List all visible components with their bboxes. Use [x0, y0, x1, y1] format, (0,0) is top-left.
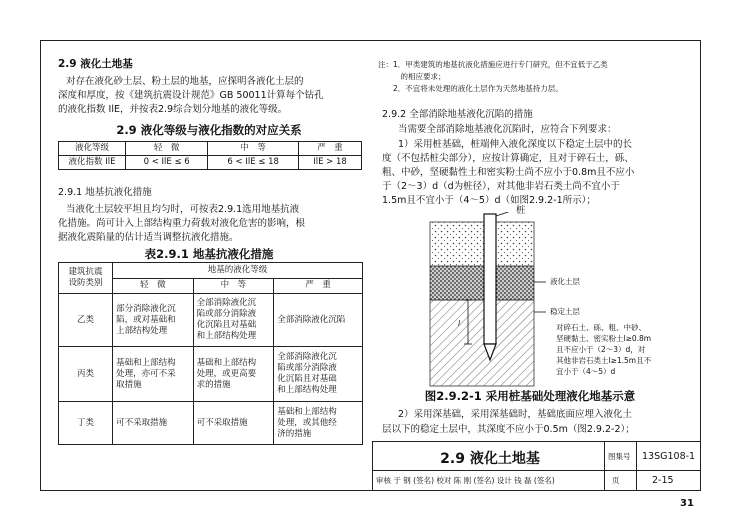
pile-leader-line [496, 212, 514, 216]
title-block-title: 2.9 液化土地基 [440, 451, 540, 467]
pile-shaft [484, 214, 496, 344]
table-row [59, 402, 363, 445]
category-cell: 乙类 [59, 294, 113, 347]
intro-line-1: 对存在液化砂土层、粉土层的地基，应探明各液化土层的 [66, 76, 304, 87]
anti-liquefaction-table [58, 262, 363, 445]
table-cell [274, 294, 363, 347]
cell-line: 基础和上部结构 [196, 357, 257, 368]
table-cell: 6 < IlE ≤ 18 [208, 156, 299, 170]
cell-line: 处理，或更高要 [196, 368, 257, 379]
label-liquefied-layer: 液化土层 [550, 277, 580, 286]
table-cell: 轻 微 [126, 142, 208, 156]
table-cell [193, 402, 274, 445]
sub1-line-3: 据液化震陷量的估计适当调整抗液化措施。 [58, 232, 239, 243]
item1-line-4: 于（2～3）d（d为桩径），对其他非岩石类土尚不宜小于 [382, 181, 620, 192]
figure-note-line-4: 其他非岩石类土l≥1.5m且不 [556, 356, 652, 365]
note-line-2: 的相应要求； [378, 72, 446, 81]
page-label: 页 [612, 476, 620, 485]
figure-note-line-2: 坚硬黏土、密实粉土l≥0.8m [556, 334, 652, 343]
cell-line: 和上部结构处理 [277, 385, 337, 395]
signature-line: 审核 于 钢 (签名) 校对 陈 刚 (签名) 设计 钱 磊 (签名) [376, 476, 555, 485]
cell-line: 陷或部分消除液 [196, 309, 257, 319]
item2-line-2: 层以下的稳定土层中，其深度不应小于0.5m（图2.9.2-2）； [382, 424, 635, 435]
table-cell: 液化等级 [59, 142, 126, 156]
cell-line: 和上部结构处理 [196, 331, 257, 341]
cell-line: 处理，或其他经 [277, 417, 337, 428]
header-level: 中 等 [193, 278, 274, 294]
atlas-label: 图集号 [608, 452, 631, 461]
table-cell [113, 294, 194, 347]
note-line-1: 注：1．甲类建筑的地基抗液化措施应进行专门研究，但不宜低于乙类 [378, 60, 608, 69]
label-l: l [458, 319, 461, 328]
table-row [59, 294, 363, 347]
title-block-vline-2 [636, 441, 637, 491]
cell-line: 济的措施 [277, 428, 312, 439]
category-cell: 丙类 [59, 347, 113, 402]
cell-line: 取措施 [116, 379, 142, 390]
header-text: 建筑抗震 [68, 267, 103, 277]
header-category [59, 263, 113, 294]
title-block-divider [372, 470, 701, 471]
figure-note-line-5: 宜小于（4～5）d [556, 367, 616, 376]
table-cell [274, 347, 363, 402]
cell-line: 全部消除液化沉陷 [277, 314, 346, 325]
table2-caption: 表2.9.1 地基抗液化措施 [144, 247, 274, 261]
cell-line: 求的措施 [196, 379, 231, 390]
sub1-line-2: 化措施。尚可计入上部结构重力荷载对液化危害的影响，根 [58, 218, 306, 229]
table-cell: 液化指数 IlE [59, 156, 126, 170]
cell-line: 部分消除液化沉 [116, 303, 176, 314]
note-line-3: 2．不宜将未处理的液化土层作为天然地基持力层。 [378, 84, 563, 93]
section-title: 2.9 液化土地基 [58, 58, 133, 70]
cell-line: 化沉陷且对基础 [277, 374, 337, 384]
table-cell [113, 402, 194, 445]
header-level: 严 重 [274, 278, 363, 294]
table-row [59, 156, 362, 170]
cell-line: 基础和上部结构 [277, 406, 337, 417]
item1-line-3: 粗、中砂，坚硬黏性土和密实粉土尚不应小于0.8m且不应小 [382, 167, 635, 178]
table-cell: 严 重 [299, 142, 362, 156]
cell-line: 全部消除液化沉 [277, 352, 337, 362]
cell-line: 化沉陷且对基础 [196, 320, 257, 330]
upper-soil-layer [430, 222, 534, 266]
figure-caption: 图2.9.2-1 采用桩基础处理液化地基示意 [424, 389, 636, 403]
table-cell [193, 294, 274, 347]
table-row [59, 347, 363, 402]
cell-line: 基础和上部结构 [116, 357, 176, 368]
cell-line: 陷或部分消除液 [277, 363, 337, 373]
item1-line-1: 1）采用桩基础，桩端伸入液化深度以下稳定土层中的长 [398, 139, 633, 150]
item1-line-2: 度（不包括桩尖部分），应按计算确定，且对于碎石土，砾、 [382, 153, 634, 164]
title-block-vline-1 [604, 441, 605, 491]
table-cell [274, 402, 363, 445]
atlas-number: 13SG108-1 [642, 451, 696, 462]
subsection-title-2-9-1: 2.9.1 地基抗液化措施 [58, 187, 152, 198]
header-level: 轻 微 [113, 278, 194, 294]
table-cell: IlE > 18 [299, 156, 362, 170]
sub1-line-1: 当液化土层较平坦且均匀时，可按表2.9.1选用地基抗液 [66, 204, 300, 215]
cell-line: 可不采取措施 [116, 417, 168, 428]
header-text: 设防类别 [68, 278, 103, 288]
cell-line: 处理，亦可不采 [116, 368, 176, 379]
category-cell: 丁类 [59, 402, 113, 445]
cell-line: 上部结构处理 [116, 325, 168, 336]
table-cell: 0 < IlE ≤ 6 [126, 156, 208, 170]
table-row [59, 263, 363, 279]
table1-caption: 2.9 液化等级与液化指数的对应关系 [116, 123, 302, 137]
cell-line: 可不采取措施 [196, 417, 248, 428]
table-row [59, 142, 362, 156]
stable-soil-layer [430, 300, 534, 386]
sheet-page-number: 2-15 [652, 475, 674, 486]
intro-line-3: 的液化指数 IlE，并按表2.9综合划分地基的液化等级。 [58, 104, 288, 115]
table-cell [113, 347, 194, 402]
subsection-title-2-9-2: 2.9.2 全部消除地基液化沉陷的措施 [382, 109, 533, 120]
label-stable-layer: 稳定土层 [550, 307, 580, 316]
item1-line-5: 1.5m且不宜小于（4～5）d（如图2.9.2-1所示）； [382, 195, 596, 206]
table-cell [193, 347, 274, 402]
table-cell: 中 等 [208, 142, 299, 156]
intro-line-2: 深度和厚度，按《建筑抗震设计规范》GB 50011计算每个钻孔 [58, 90, 324, 101]
figure-note-line-1: 对碎石土、砾、粗、中砂、 [556, 323, 646, 332]
liquefaction-grade-table [58, 141, 362, 170]
cell-line: 陷，或对基础和 [116, 314, 176, 325]
header-span: 地基的液化等级 [113, 263, 363, 279]
page-number: 31 [680, 498, 694, 509]
cell-line: 全部消除液化沉 [196, 298, 257, 308]
liquefied-soil-layer [430, 266, 534, 300]
item2-line-1: 2）采用深基础，采用深基础时，基础底面应埋入液化土 [398, 409, 633, 420]
figure-note-line-3: 且不应小于（2～3）d，对 [556, 345, 646, 354]
pile-foundation-figure [428, 212, 556, 388]
sub2-intro: 当需要全部消除地基液化沉陷时，应符合下列要求： [398, 124, 617, 135]
label-pile: 桩 [516, 205, 526, 216]
